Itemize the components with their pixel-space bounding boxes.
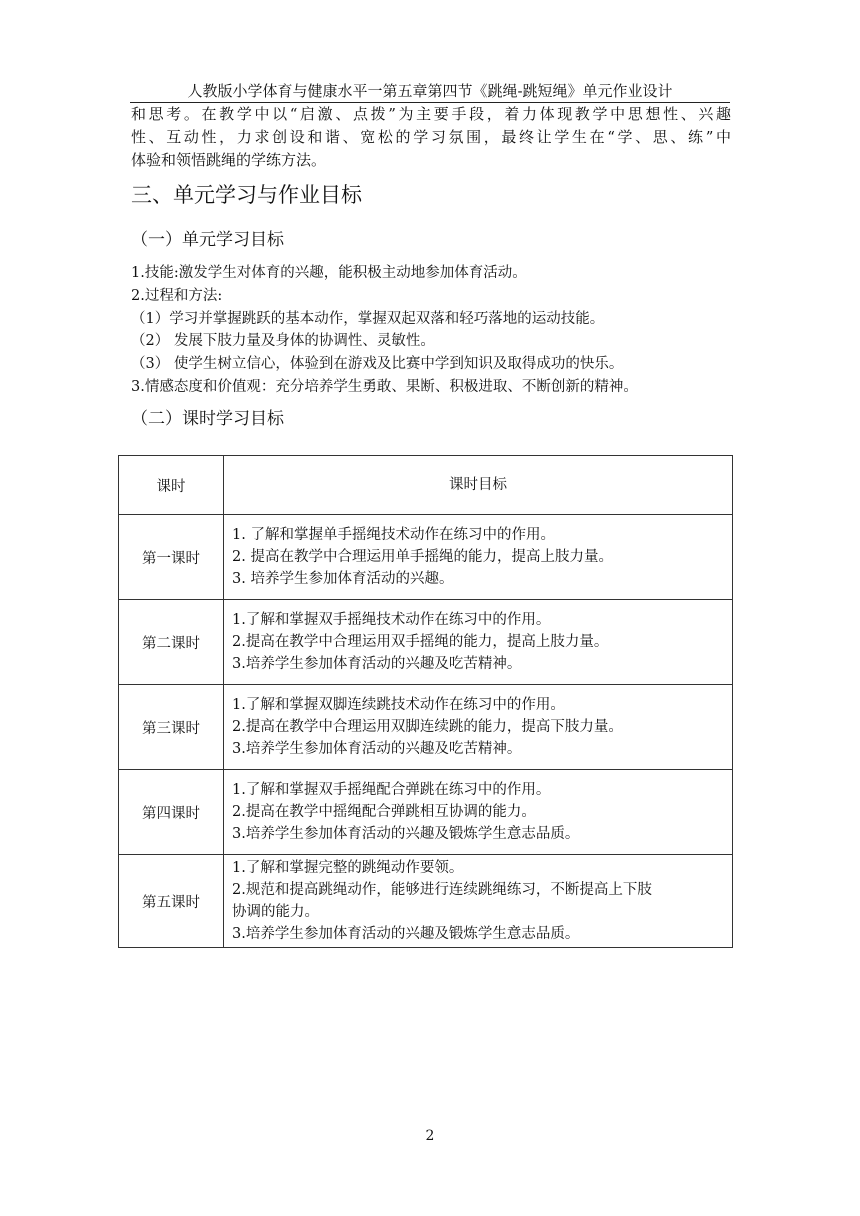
lesson-goals [224,515,733,600]
lesson-name: 第一课时 [119,515,224,600]
lesson-goal-line: 3. 培养学生参加体育活动的兴趣。 [232,571,454,587]
goal-item: 1.技能:激发学生对体育的兴趣，能积极主动地参加体育活动。 [131,265,527,281]
lesson-goal-line: 3.培养学生参加体育活动的兴趣及吃苦精神。 [232,656,522,672]
lesson-goal-line: 2.提高在教学中摇绳配合弹跳相互协调的能力。 [232,804,536,820]
table-row [119,770,733,855]
lesson-goal-line: 1.了解和掌握双手摇绳技术动作在练习中的作用。 [232,612,551,628]
table-row [119,515,733,600]
lesson-name: 第五课时 [119,855,224,948]
lesson-goal-line: 2.规范和提高跳绳动作，能够进行连续跳绳练习，不断提高上下肢 [232,882,652,898]
table-row [119,600,733,685]
goal-item: （1）学习并掌握跳跃的基本动作，掌握双起双落和轻巧落地的运动技能。 [131,310,605,327]
lesson-goal-line: 1.了解和掌握完整的跳绳动作要领。 [232,860,464,876]
lesson-goals [224,685,733,770]
lesson-name: 第四课时 [119,770,224,855]
table-header-row [119,456,733,515]
lesson-goal-line: 1. 了解和掌握单手摇绳技术动作在练习中的作用。 [232,527,555,543]
lesson-goal-line: 3.培养学生参加体育活动的兴趣及吃苦精神。 [232,741,522,757]
lesson-goals-heading: （二）课时学习目标 [131,409,284,429]
section-heading: 三、单元学习与作业目标 [131,183,362,207]
lesson-goals [224,855,733,948]
lesson-goals [224,600,733,685]
goal-item: 2.过程和方法: [131,287,223,304]
header-goals: 课时目标 [224,456,733,515]
goal-item: 3.情感态度和价值观：充分培养学生勇敢、果断、积极进取、不断创新的精神。 [131,378,638,395]
lesson-name: 第三课时 [119,685,224,770]
lesson-goals-table [118,455,733,948]
goal-item: （2） 发展下肢力量及身体的协调性、灵敏性。 [131,333,435,350]
header-lesson: 课时 [119,456,224,515]
intro-line: 性、互动性，力求创设和谐、宽松的学习氛围，最终让学生在“学、思、练”中 [131,128,731,146]
page-number: 2 [425,1128,435,1144]
lesson-goal-line: 2. 提高在教学中合理运用单手摇绳的能力，提高上肢力量。 [232,549,613,565]
lesson-goal-line: 2.提高在教学中合理运用双手摇绳的能力，提高上肢力量。 [232,634,609,650]
unit-goals-heading: （一）单元学习目标 [131,230,284,250]
unit-goals-list [131,262,731,399]
lesson-goal-line: 3.培养学生参加体育活动的兴趣及锻炼学生意志品质。 [232,826,580,842]
lesson-goal-line: 1.了解和掌握双脚连续跳技术动作在练习中的作用。 [232,697,565,713]
lesson-goal-line: 1.了解和掌握双手摇绳配合弹跳在练习中的作用。 [232,782,551,798]
lesson-goals [224,770,733,855]
goal-item: （3） 使学生树立信心，体验到在游戏及比赛中学到知识及取得成功的快乐。 [131,356,624,373]
lesson-goal-line: 协调的能力。 [232,904,319,920]
lesson-goal-line: 3.培养学生参加体育活动的兴趣及锻炼学生意志品质。 [232,926,580,942]
table-row [119,685,733,770]
page-header: 人教版小学体育与健康水平一第五章第四节《跳绳-跳短绳》单元作业设计 [130,80,730,103]
lesson-goal-line: 2.提高在教学中合理运用双脚连续跳的能力，提高下肢力量。 [232,719,623,735]
intro-paragraph [131,103,731,172]
lesson-name: 第二课时 [119,600,224,685]
table-row [119,855,733,948]
intro-line: 和思考。在教学中以“启激、点拨”为主要手段，着力体现教学中思想性、兴趣 [131,105,731,123]
intro-line: 体验和领悟跳绳的学练方法。 [131,151,327,169]
